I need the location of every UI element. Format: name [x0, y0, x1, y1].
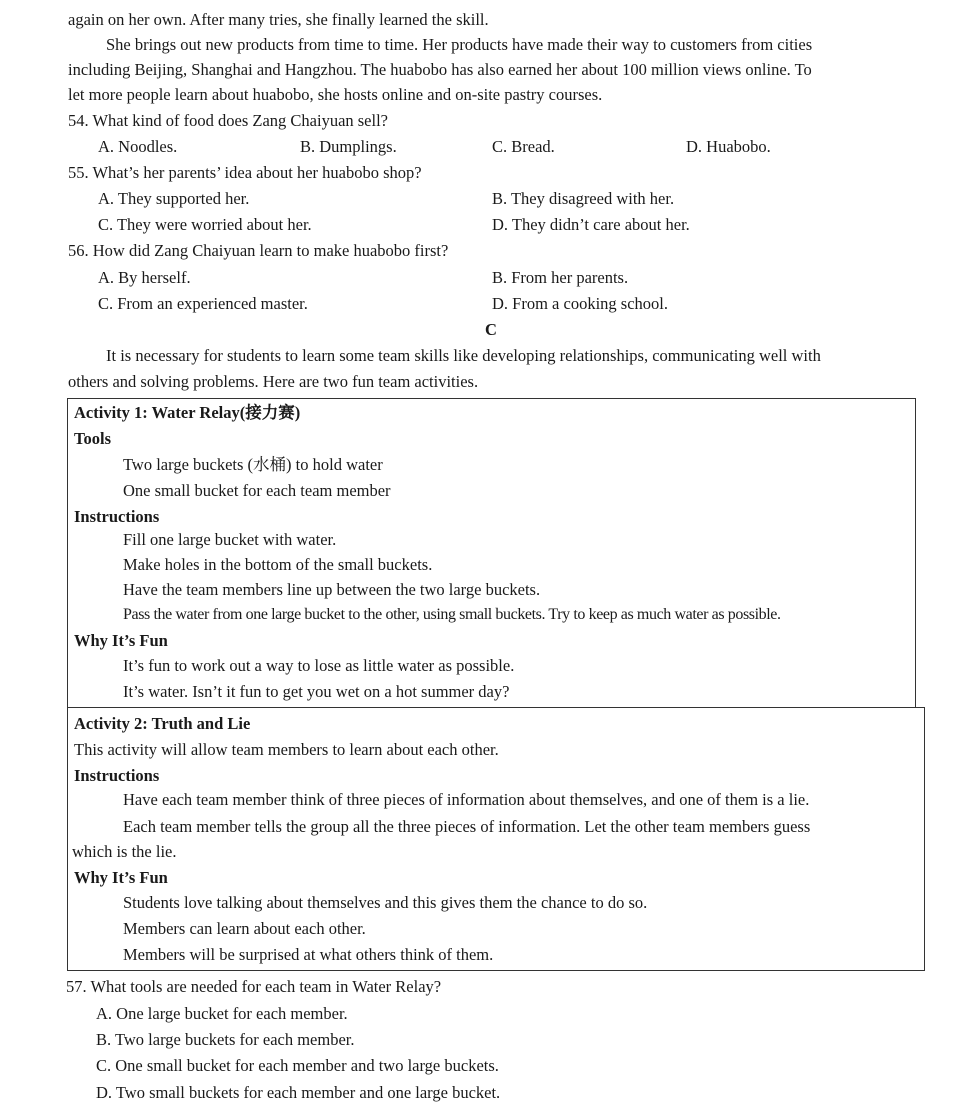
fun-item: Students love talking about themselves and this gives them the chance to do so.: [123, 893, 648, 912]
section-heading: C: [485, 320, 497, 339]
activity-2-title: Activity 2: Truth and Lie: [74, 714, 251, 733]
q57-option-c[interactable]: C. One small bucket for each member and two large buckets.: [96, 1056, 499, 1075]
q56-option-c[interactable]: C. From an experienced master.: [98, 294, 308, 313]
instruction-item: Pass the water from one large bucket to the other, using small buckets. Try to keep as much water as possible.: [123, 606, 781, 623]
instruction-item: Have each team member think of three pieces of information about themselves, and one of them is a lie.: [123, 790, 810, 809]
question-57-stem: 57. What tools are needed for each team in Water Relay?: [66, 977, 442, 996]
q55-option-d[interactable]: D. They didn’t care about her.: [492, 215, 690, 234]
q54-option-a[interactable]: A. Noodles.: [98, 137, 178, 156]
instruction-item: Have the team members line up between the two large buckets.: [123, 580, 541, 599]
activity-2-intro: This activity will allow team members to learn about each other.: [74, 740, 499, 759]
q54-option-c[interactable]: C. Bread.: [492, 137, 555, 156]
fun-item: Members can learn about each other.: [123, 919, 366, 938]
q57-option-a[interactable]: A. One large bucket for each member.: [96, 1004, 348, 1023]
fun-item: It’s water. Isn’t it fun to get you wet on a hot summer day?: [123, 682, 510, 701]
instruction-item: Fill one large bucket with water.: [123, 530, 337, 549]
question-55-stem: 55. What’s her parents’ idea about her huabobo shop?: [68, 163, 422, 182]
instruction-item: Make holes in the bottom of the small buckets.: [123, 555, 433, 574]
instruction-item: Each team member tells the group all the three pieces of information. Let the other team members guess: [123, 817, 811, 836]
tool-item: Two large buckets (水桶) to hold water: [123, 455, 383, 474]
section-intro-line: others and solving problems. Here are two fun team activities.: [68, 372, 479, 391]
section-intro-line: It is necessary for students to learn some team skills like developing relationships, communicating well with: [106, 346, 821, 365]
tools-heading: Tools: [74, 429, 111, 448]
q56-option-b[interactable]: B. From her parents.: [492, 268, 629, 287]
passage-line: again on her own. After many tries, she finally learned the skill.: [68, 10, 489, 29]
q55-option-c[interactable]: C. They were worried about her.: [98, 215, 312, 234]
q54-option-b[interactable]: B. Dumplings.: [300, 137, 397, 156]
q56-option-d[interactable]: D. From a cooking school.: [492, 294, 668, 313]
question-54-stem: 54. What kind of food does Zang Chaiyuan sell?: [68, 111, 389, 130]
tool-item: One small bucket for each team member: [123, 481, 391, 500]
q55-option-a[interactable]: A. They supported her.: [98, 189, 250, 208]
passage-line: including Beijing, Shanghai and Hangzhou. The huabobo has also earned her about 100 million views online. To: [68, 60, 812, 79]
q54-option-d[interactable]: D. Huabobo.: [686, 137, 771, 156]
fun-item: It’s fun to work out a way to lose as little water as possible.: [123, 656, 515, 675]
instruction-item-continued: which is the lie.: [72, 842, 177, 861]
q55-option-b[interactable]: B. They disagreed with her.: [492, 189, 675, 208]
fun-heading: Why It’s Fun: [74, 631, 168, 650]
passage-line: She brings out new products from time to time. Her products have made their way to customers from cities: [106, 35, 813, 54]
fun-item: Members will be surprised at what others think of them.: [123, 945, 494, 964]
fun-heading: Why It’s Fun: [74, 868, 168, 887]
q56-option-a[interactable]: A. By herself.: [98, 268, 191, 287]
passage-line: let more people learn about huabobo, she hosts online and on-site pastry courses.: [68, 85, 603, 104]
q57-option-d[interactable]: D. Two small buckets for each member and one large bucket.: [96, 1083, 501, 1102]
q57-option-b[interactable]: B. Two large buckets for each member.: [96, 1030, 355, 1049]
question-56-stem: 56. How did Zang Chaiyuan learn to make huabobo first?: [68, 241, 449, 260]
instructions-heading: Instructions: [74, 507, 160, 526]
instructions-heading: Instructions: [74, 766, 160, 785]
activity-1-title: Activity 1: Water Relay(接力赛): [74, 403, 301, 422]
